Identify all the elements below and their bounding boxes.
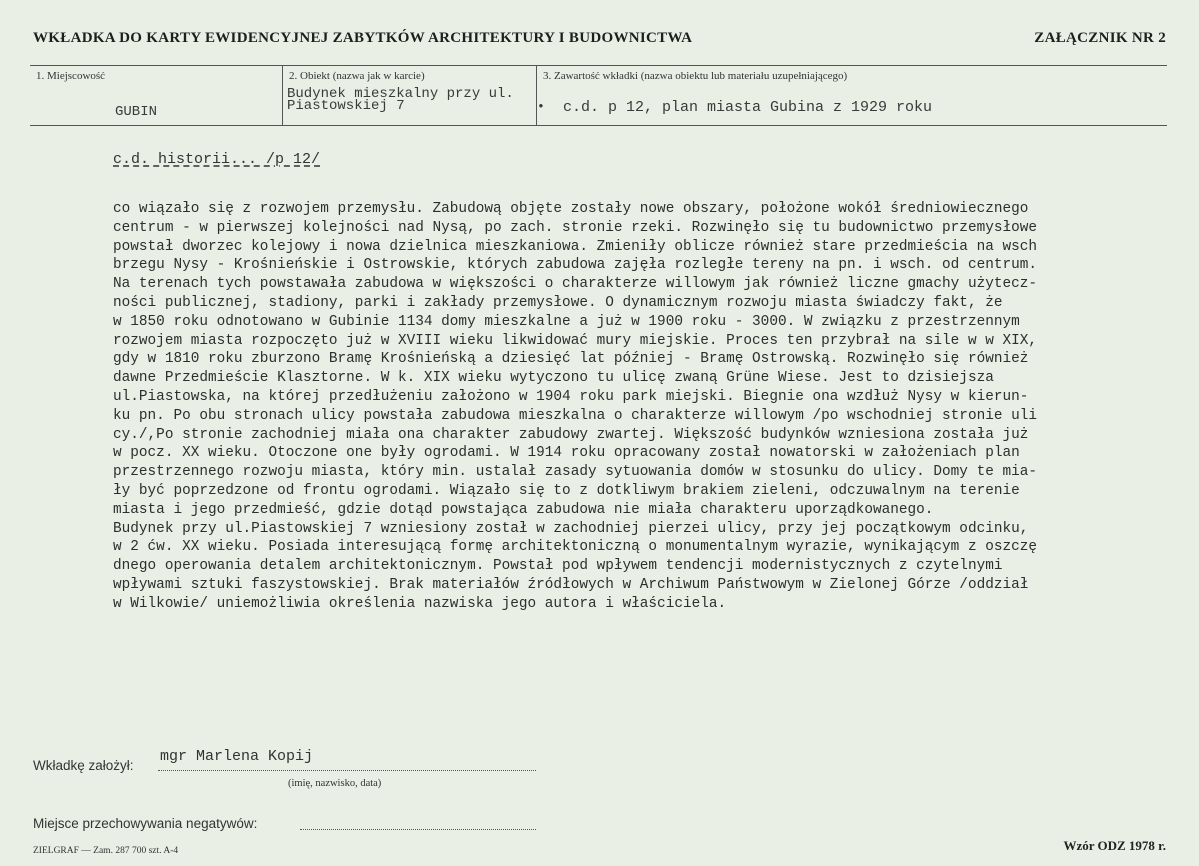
negatives-label: Miejsce przechowywania negatywów:: [33, 816, 258, 831]
body-line: ku pn. Po obu stronach ulicy powstała zabudowa mieszkalna o charakterze willowym /po wschodniej stronie uli: [113, 407, 1038, 424]
form-title: WKŁADKA DO KARTY EWIDENCYJNEJ ZABYTKÓW ARCHITEKTURY I BUDOWNICTWA: [33, 30, 693, 46]
body-line: dawne Przedmieście Klasztorne. W k. XIX wieku wytyczono tu ulicę zwaną Grüne Wiese. Jest to dzisiejsza: [113, 370, 994, 387]
object-value-line1: Budynek mieszkalny przy ul.: [287, 86, 514, 102]
body-line: w 1850 roku odnotowano w Gubinie 1134 domy mieszkalne a już w 1900 roku - 3000. W związku z przestrzennym: [113, 313, 1020, 330]
object-field: [282, 66, 535, 125]
content-label: 3. Zawartość wkładki (nazwa obiektu lub materiału uzupełniającego): [543, 70, 848, 82]
object-value-line2: Piastowskiej 7: [287, 98, 405, 114]
body-line: w pocz. XX wieku. Otoczone one były ogrodami. W 1914 roku opracowany został nowatorski w założeniach plan: [113, 445, 1020, 462]
body-line: Na terenach tych powstawała zabudowa w większości o charakterze willowym jak również liczne gmachy użytecz-: [113, 276, 1038, 293]
body-line: wpływami sztuki faszystowskiej. Brak materiałów źródłowych w Archiwum Państwowym w Zielonej Górze /oddział: [113, 576, 1029, 593]
body-line: powstał dworzec kolejowy i nowa dzielnica mieszkaniowa. Zmieniły oblicze również stare przedmieścia na wsch: [113, 238, 1038, 255]
body-line: w 2 ćw. XX wieku. Posiada interesującą formę architektoniczną o monumentalnym wyrazie, wynikającym z oszczę: [113, 539, 1038, 556]
negatives-dotted-line: [300, 829, 536, 830]
body-line: przestrzennego rozwoju miasta, który min. ustalał zasady sytuowania domów w stosunku do ulicy. Domy te mia-: [113, 464, 1038, 481]
body-line: centrum - w pierwszej kolejności nad Nysą, po zach. stronie rzeki. Rozwinęło się tu budownictwo przemysłowe: [113, 219, 1038, 236]
content-bullet: •: [537, 99, 545, 114]
section-heading: c.d. historii... /p 12/: [113, 151, 321, 168]
author-hint: (imię, nazwisko, data): [288, 778, 382, 789]
body-line: ności publicznej, stadiony, parki i zakłady przemysłowe. O dynamicznym rozwoju miasta świadczy fakt, że: [113, 294, 1003, 311]
author-label: Wkładkę założył:: [33, 758, 134, 773]
object-label: 2. Obiekt (nazwa jak w karcie): [289, 70, 425, 82]
locality-label: 1. Miejscowość: [36, 70, 106, 82]
annex-number: ZAŁĄCZNIK NR 2: [1034, 30, 1166, 46]
body-line: brzegu Nysy - Krośnieńskie i Ostrowskie, których zabudowa zajęła rozległe tereny na pn. i wsch. od centrum.: [113, 257, 1038, 274]
author-dotted-line: [158, 770, 536, 771]
body-line: miasta i jego przedmieść, gdzie dotąd powstająca zabudowa nie miała charakteru uporządkowanego.: [113, 501, 934, 518]
printer-note: ZIELGRAF — Zam. 287 700 szt. A-4: [33, 846, 179, 856]
locality-field: [30, 66, 280, 125]
body-line: ul.Piastowska, na której przedłużeniu założono w 1904 roku park miejski. Biegnie ona wzdłuż Nysy w kierun-: [113, 388, 1029, 405]
locality-value: GUBIN: [115, 104, 158, 120]
body-text: [113, 200, 1193, 614]
body-line: co wiązało się z rozwojem przemysłu. Zabudową objęte zostały nowe obszary, położone wokół średniowiecznego: [113, 201, 1029, 217]
form-model: Wzór ODZ 1978 r.: [1063, 838, 1166, 853]
body-line: Budynek przy ul.Piastowskiej 7 wzniesiony został w zachodniej pierzei ulicy, przy jej początkowym odcinku,: [113, 520, 1029, 537]
body-line: gdy w 1810 roku zburzono Bramę Krośnieńską a dziesięć lat później - Bramę Ostrowską. Rozwinęło się również: [113, 351, 1029, 368]
content-field: [536, 66, 1168, 125]
body-line: rozwojem miasta rozpoczęto już w XVIII wieku likwidować mury miejskie. Proces ten przybrał na sile w w XIX,: [113, 332, 1038, 349]
body-line: dnego operowania detalem architektonicznym. Powstał pod wpływem tendencji modernistycznych z czytelnymi: [113, 558, 1003, 575]
author-value: mgr Marlena Kopij: [160, 748, 314, 765]
body-line: cy./,Po stronie zachodniej miała ona charakter zabudowy zwartej. Większość budynków wzniesiona została już: [113, 426, 1029, 443]
content-value: c.d. p 12, plan miasta Gubina z 1929 roku: [563, 99, 933, 116]
body-line: w Wilkowie/ uniemożliwia określenia nazwiska jego autora i właściciela.: [113, 595, 727, 612]
body-line: ły być poprzedzone od frontu ogrodami. Wiązało się to z dotkliwym brakiem zieleni, odczuwalnym na terenie: [113, 482, 1020, 499]
fields-row: [30, 65, 1167, 126]
